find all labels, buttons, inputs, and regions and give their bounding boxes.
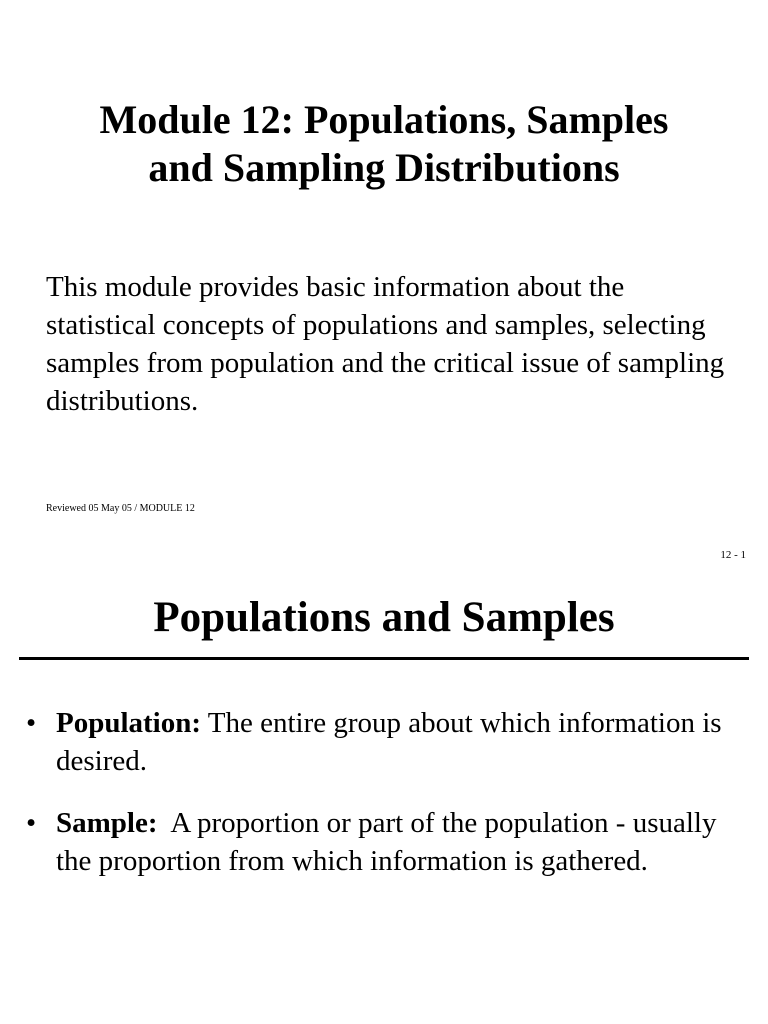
definition-population: The entire group about which information is desired. xyxy=(56,707,729,777)
title-divider xyxy=(19,657,749,660)
definition-list xyxy=(0,704,768,904)
bullet-symbol: • xyxy=(26,707,37,739)
term-sample: Sample: xyxy=(56,807,158,839)
slide-populations-and-samples xyxy=(0,565,768,1024)
term-population: Population: xyxy=(56,707,202,739)
module-title xyxy=(0,96,768,192)
page-number: 12 - 1 xyxy=(720,549,746,561)
module-intro-paragraph: This module provides basic information about the statistical concepts of populations and samples, selecting samples from population and the critical issue of sampling distributions. xyxy=(46,271,725,417)
bullet-sample xyxy=(0,804,768,880)
definition-sample: A proportion or part of the population - usually the proportion from which information is gathered. xyxy=(56,807,724,877)
bullet-symbol: • xyxy=(26,807,37,839)
reviewed-footer: Reviewed 05 May 05 / MODULE 12 xyxy=(46,503,195,514)
module-title-line-1: Module 12: Populations, Samples xyxy=(99,97,669,142)
module-title-line-2: and Sampling Distributions xyxy=(148,145,620,190)
bullet-population xyxy=(0,704,768,780)
slide-title: Populations and Samples xyxy=(153,594,615,641)
